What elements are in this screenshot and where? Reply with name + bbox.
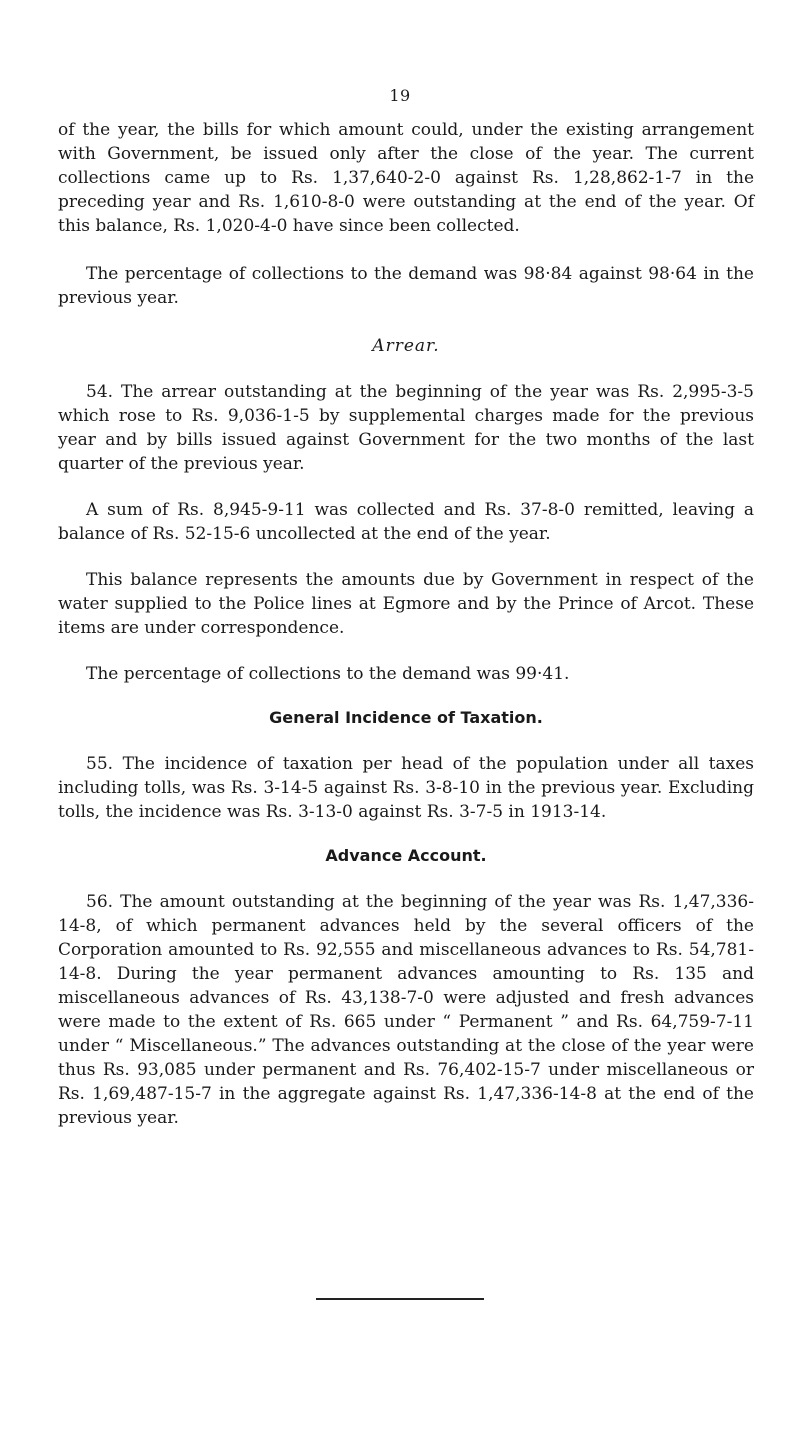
- page-body: [58, 118, 754, 1130]
- heading-advance-account: Advance Account.: [325, 846, 487, 865]
- heading-arrear: Arrear.: [372, 336, 440, 356]
- paragraph-54: 54. The arrear outstanding at the beginning of the year was Rs. 2,995-3-5 which rose to Rs. 9,036-1-5 by supplemental charges made for the previous year and by bills issued against Government for the two months of the last quarter of the previous year.: [58, 382, 754, 474]
- paragraph-balance: This balance represents the amounts due by Government in respect of the water supplied to the Police lines at Egmore and by the Prince of Arcot. These items are under correspondence.: [58, 570, 754, 638]
- paragraph-continuation: of the year, the bills for which amount could, under the existing arrangement with Government, be issued only after the close of the year. The current collections came up to Rs. 1,37,640-2-0 against Rs. 1,28,862-1-7 in the preceding year and Rs. 1,610-8-0 were outstanding at the end of the year. Of this balance, Rs. 1,020-4-0 have since been collected.: [58, 120, 754, 236]
- paragraph-sum-collected: A sum of Rs. 8,945-9-11 was collected and Rs. 37-8-0 remitted, leaving a balance of Rs. 52-15-6 uncollected at the end of the year.: [58, 500, 754, 544]
- page-number: 19: [389, 86, 411, 105]
- paragraph-56: 56. The amount outstanding at the beginning of the year was Rs. 1,47,336-14-8, of which permanent advances held by the several officers of the Corporation amounted to Rs. 92,555 and miscellaneous advances to Rs. 54,781-14-8. During the year permanent advances amounting to Rs. 135 and miscellaneous advances of Rs. 43,138-7-0 were adjusted and fresh advances were made to the extent of Rs. 665 under “ Permanent ” and Rs. 64,759-7-11 under “ Miscellaneous.” The advances outstanding at the close of the year were thus Rs. 93,085 under permanent and Rs. 76,402-15-7 under miscellaneous or Rs. 1,69,487-15-7 in the aggregate against Rs. 1,47,336-14-8 at the end of the previous year.: [58, 892, 754, 1128]
- paragraph-collection-percentage: The percentage of collections to the demand was 98·84 against 98·64 in the previous year.: [58, 264, 754, 308]
- heading-general-incidence: General Incidence of Taxation.: [269, 708, 543, 727]
- section-divider-rule: [316, 1298, 484, 1300]
- paragraph-55: 55. The incidence of taxation per head of the population under all taxes including tolls, was Rs. 3-14-5 against Rs. 3-8-10 in the previous year. Excluding tolls, the incidence was Rs. 3-13-0 against Rs. 3-7-5 in 1913-14.: [58, 754, 754, 822]
- paragraph-arrear-percentage: The percentage of collections to the demand was 99·41.: [86, 664, 570, 684]
